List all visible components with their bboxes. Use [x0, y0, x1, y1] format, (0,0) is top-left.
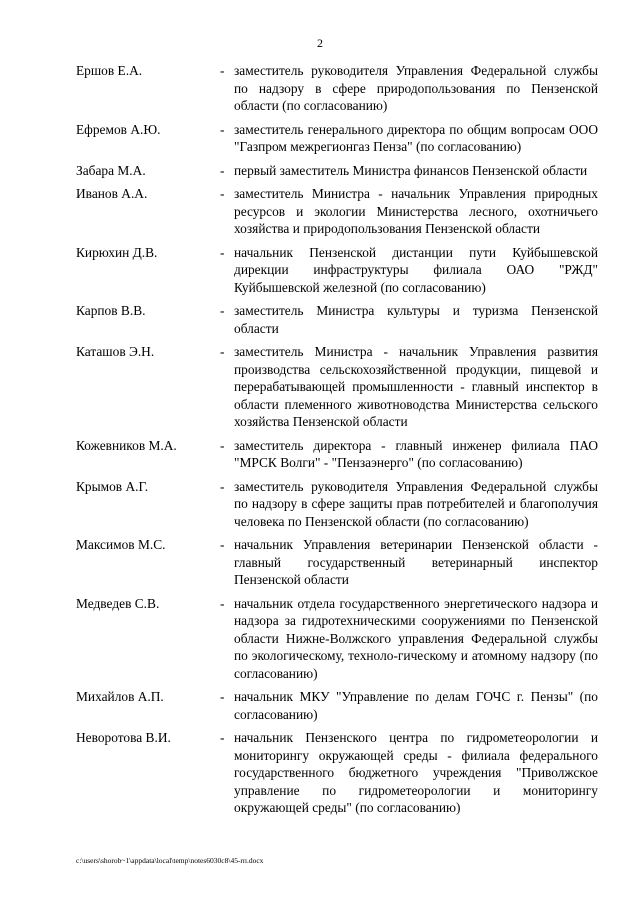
member-entry — [76, 536, 598, 589]
file-path-footer: c:\users\shorob~1\appdata\local\temp\notes6030c8\45-rп.docx — [76, 856, 264, 865]
dash-separator: - — [220, 121, 225, 137]
member-name: Ефремов А.Ю. — [76, 121, 161, 137]
member-name: Крымов А.Г. — [76, 478, 149, 494]
dash-separator: - — [220, 344, 225, 359]
member-position: первый заместитель Министра финансов Пензенской области — [234, 162, 588, 178]
member-position: начальник Управления ветеринарии Пензенской области - главный государственный ветеринарный инспектор Пензенской области — [234, 537, 598, 587]
member-entry — [76, 729, 598, 817]
dash-separator: - — [220, 186, 225, 201]
dash-separator: - — [220, 537, 225, 552]
member-name: Забара М.А. — [76, 162, 146, 178]
member-entry — [76, 62, 598, 115]
member-entry — [76, 595, 598, 683]
member-entry — [76, 478, 598, 531]
member-name: Медведев С.В. — [76, 595, 160, 611]
member-list — [76, 62, 598, 817]
member-entry — [76, 343, 598, 431]
member-name: Максимов М.С. — [76, 537, 166, 552]
member-entry — [76, 244, 598, 297]
member-name: Иванов А.А. — [76, 186, 148, 201]
dash-separator: - — [220, 437, 225, 453]
dash-separator: - — [220, 63, 225, 78]
member-entry — [76, 121, 598, 156]
member-position: заместитель руководителя Управления Федеральной службы по надзору в сфере защиты прав потребителей и благополучия человека по Пензенской области (по согласованию) — [234, 478, 598, 529]
dash-separator: - — [220, 730, 225, 745]
member-name: Кожевников М.А. — [76, 437, 177, 453]
dash-separator: - — [220, 689, 225, 704]
dash-separator: - — [220, 303, 225, 318]
dash-separator: - — [220, 162, 225, 178]
dash-separator: - — [220, 244, 225, 260]
member-entry — [76, 162, 598, 180]
member-position: начальник Пензенского центра по гидрометеорологии и мониторингу окружающей среды - филиала федерального государственного бюджетного учреждения "Приволжское управление по гидрометеорологии и мониторингу окружающей среды" (по согласованию) — [234, 730, 598, 815]
member-position: начальник Пензенской дистанции пути Куйбышевской дирекции инфраструктуры филиала ОАО "РЖД" Куйбышевской железной (по согласованию) — [234, 244, 598, 295]
member-position: начальник отдела государственного энергетического надзора и надзора за гидротехническими сооружениями по Пензенской области Нижне-Волжского управления Федеральной службы по экологическому, техноло-гическому и атомному надзору (по согласованию) — [234, 595, 598, 681]
member-name: Ершов Е.А. — [76, 63, 143, 78]
member-name: Каташов Э.Н. — [76, 344, 155, 359]
member-entry — [76, 185, 598, 238]
member-position: заместитель Министра - начальник Управления природных ресурсов и экологии Министерства лесного, охотничьего хозяйства и природопользования Пензенской области — [234, 186, 598, 236]
member-position: заместитель Министра - начальник Управления развития производства сельскохозяйственной продукции, пищевой и перерабатывающей промышленности - главный инспектор в области племенного животноводства Министерства сельского хозяйства Пензенской области — [234, 344, 598, 429]
member-position: заместитель Министра культуры и туризма Пензенской области — [234, 303, 598, 336]
member-name: Карпов В.В. — [76, 303, 146, 318]
member-name: Михайлов А.П. — [76, 689, 164, 704]
member-entry — [76, 302, 598, 337]
member-position: заместитель генерального директора по общим вопросам ООО "Газпром межрегионгаз Пенза" (по согласованию) — [234, 121, 598, 154]
member-name: Кирюхин Д.В. — [76, 244, 158, 260]
member-position: начальник МКУ "Управление по делам ГОЧС г. Пензы" (по согласованию) — [234, 689, 598, 722]
member-entry — [76, 437, 598, 472]
member-position: заместитель директора - главный инженер филиала ПАО "МРСК Волги" - "Пензаэнерго" (по согласованию) — [234, 437, 598, 470]
page-number: 2 — [317, 36, 323, 50]
member-entry — [76, 688, 598, 723]
member-name: Неворотова В.И. — [76, 730, 171, 745]
member-position: заместитель руководителя Управления Федеральной службы по надзору в сфере природопользования по Пензенской области (по согласованию) — [234, 63, 598, 113]
dash-separator: - — [220, 478, 225, 494]
dash-separator: - — [220, 595, 225, 611]
